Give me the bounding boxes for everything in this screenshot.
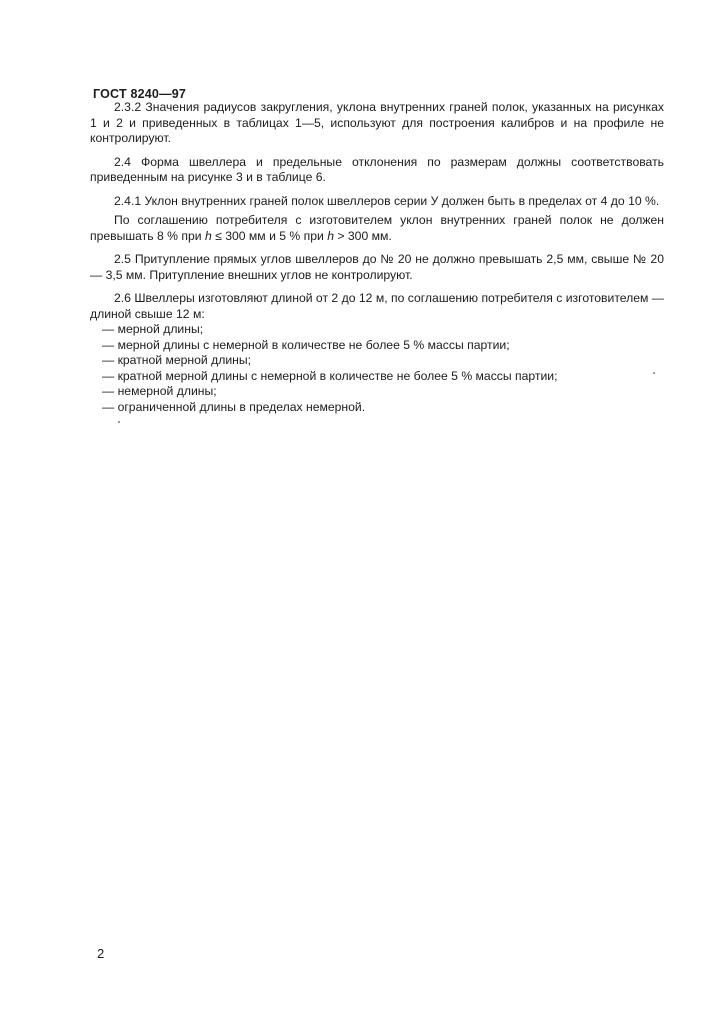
scan-speck [653,372,655,374]
list-item: — немерной длины; [102,384,217,398]
list-item: — ограниченной длины в пределах немерной. [102,399,366,414]
page-number: 2 [97,946,105,961]
agreement-var-h-2: h [327,228,335,243]
scan-speck [118,421,120,423]
paragraph-2-4-1: 2.4.1 Уклон внутренних граней полок швеллеров серии У должен быть в пределах от 4 до 10 %. [114,193,660,208]
agreement-text-2: ≤ 300 мм и 5 % при [211,228,328,243]
document-header: ГОСТ 8240—97 [93,87,187,101]
agreement-text-1: По соглашению потребителя с изготовителем уклон внутренних граней полок не должен превышать 8 % при [90,213,664,243]
paragraph-2-4: 2.4 Форма швеллера и предельные отклонения по размерам должны соответствовать приведенным на рисунке 3 и в таблице 6. [90,154,664,184]
list-item: — кратной мерной длины; [102,353,252,367]
paragraph-agreement [90,213,664,244]
document-body [90,100,664,415]
list-item: — мерной длины с немерной в количестве не более 5 % массы партии; [102,337,510,352]
list-item: — кратной мерной длины с немерной в количестве не более 5 % массы партии; [102,368,558,383]
agreement-var-h-1: h [204,228,212,243]
length-options-list [90,322,664,415]
paragraph-2-3-2: 2.3.2 Значения радиусов закругления, уклона внутренних граней полок, указанных на рисунках 1 и 2 и приведенных в таблицах 1—5, используют для построения калибров и на профиле не контролируют. [90,100,664,145]
paragraph-2-5: 2.5 Притупление прямых углов швеллеров до № 20 не должно превышать 2,5 мм, свыше № 20 — 3,5 мм. Притупление внешних углов не контролируют. [90,252,664,282]
paragraph-2-6: 2.6 Швеллеры изготовляют длиной от 2 до 12 м, по соглашению потребителя с изготовителем — длиной свыше 12 м: [90,291,664,321]
agreement-text-3: > 300 мм. [334,228,392,243]
list-item: — мерной длины; [102,322,204,336]
